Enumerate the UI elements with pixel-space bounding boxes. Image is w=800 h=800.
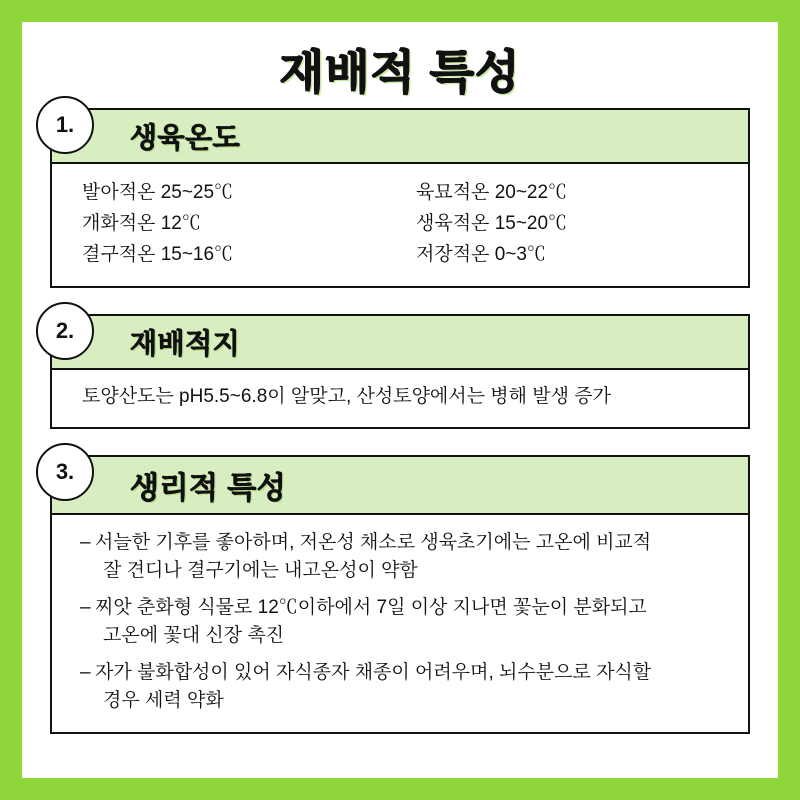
section-number-badge: 3. [36,443,94,501]
section-suitable-land [50,314,750,429]
bullet-line: 자가 불화합성이 있어 자식종자 채종이 어려우며, 뇌수분으로 자식할 [95,661,652,683]
bullet-line: 서늘한 기후를 좋아하며, 저온성 채소로 생육초기에는 고온에 비교적 [95,531,652,553]
section-physiological-traits [50,455,750,734]
temperature-item: 육묘적온 20~22℃ [416,182,568,203]
soil-text: 토양산도는 pH5.5~6.8이 알맞고, 산성토양에서는 병해 발생 증가 [82,386,611,408]
section-heading: 재배적지 [130,328,241,360]
section-body [52,515,748,732]
poster-page [22,22,778,778]
temperature-right-column [394,178,728,270]
bullet-dash: – [80,661,91,683]
section-body [52,370,748,427]
section-number-badge: 2. [36,302,94,360]
bullet-line: 찌앗 춘화형 식물로 12℃이하에서 7일 이상 지나면 꽃눈이 분화되고 [95,596,647,618]
section-growth-temperature [50,108,750,288]
section-number-badge: 1. [36,96,94,154]
list-item [80,659,728,716]
bullet-line: 잘 견디나 결구기에는 내고온성이 약함 [103,560,418,582]
temperature-item: 발아적온 25~25℃ [82,182,234,203]
bullet-line: 고온에 꽃대 신장 촉진 [103,625,285,647]
temperature-item: 생육적온 15~20℃ [416,212,568,234]
list-item [80,529,728,586]
section-header [52,457,748,515]
temperature-grid [72,178,728,270]
temperature-item: 결구적온 15~16℃ [82,243,234,265]
bullet-text [95,594,728,651]
section-heading: 생육온도 [130,122,241,153]
section-body [52,164,748,286]
page-title: 재배적 특성 [279,46,521,98]
bullet-text [95,659,728,716]
trait-list [72,529,728,716]
temperature-left-column [72,178,394,270]
list-item [80,594,728,651]
temperature-item: 저장적온 0~3℃ [416,243,546,265]
section-header [52,110,748,164]
section-heading: 생리적 특성 [130,471,287,505]
bullet-line: 경우 세력 약화 [103,690,224,712]
bullet-dash: – [80,596,91,618]
section-header [52,316,748,370]
bullet-text [95,529,728,586]
temperature-item: 개화적온 12℃ [82,212,201,234]
bullet-dash: – [80,531,91,553]
